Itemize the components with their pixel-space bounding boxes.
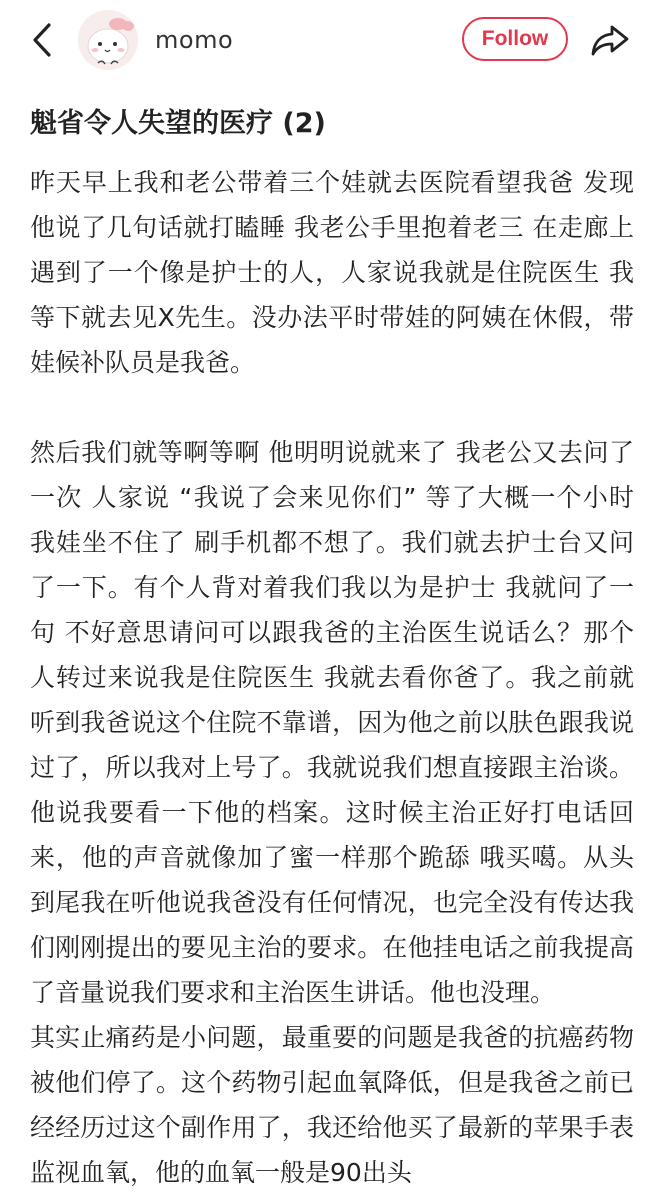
follow-button[interactable]: Follow <box>462 17 568 61</box>
back-button[interactable] <box>22 20 62 60</box>
paragraph-spacer <box>30 385 634 430</box>
post-title: 魁省令人失望的医疗 (2) <box>30 108 326 139</box>
share-arrow-icon <box>590 23 630 57</box>
chevron-left-icon <box>31 22 53 58</box>
post-header <box>0 0 660 80</box>
share-button[interactable] <box>588 18 632 62</box>
cartoon-avatar-icon <box>78 10 138 70</box>
post-paragraph: 昨天早上我和老公带着三个娃就去医院看望我爸 发现他说了几句话就打瞌睡 我老公手里抱着老三 在走廊上遇到了一个像是护士的人，人家说我就是住院医生 我等下就去见X先生。没办法平时带娃的阿姨在休假，带娃候补队员是我爸。 <box>30 168 634 377</box>
avatar[interactable] <box>78 10 138 70</box>
post-paragraph: 其实止痛药是小问题，最重要的问题是我爸的抗癌药物被他们停了。这个药物引起血氧降低，但是我爸之前已经经历过这个副作用了，我还给他买了最新的苹果手表监视血氧，他的血氧一般是90出头 <box>30 1023 634 1187</box>
post-body <box>30 160 634 1195</box>
username[interactable]: momo <box>155 26 234 54</box>
post-paragraph: 然后我们就等啊等啊 他明明说就来了 我老公又去问了一次 人家说 “我说了会来见你们” 等了大概一个小时 我娃坐不住了 刷手机都不想了。我们就去护士台又问了一下。有个人背对着我们我以为是护士 我就问了一句 不好意思请问可以跟我爸的主治医生说话么？那个人转过来说我是住院医生 我就去看你爸了。我之前就听到我爸说这个住院不靠谱，因为他之前以肤色跟我说过了，所以我对上号了。我就说我们想直接跟主治谈。他说我要看一下他的档案。这时候主治正好打电话回来，他的声音就像加了蜜一样那个跪舔 哦买噶。从头到尾我在听他说我爸没有任何情况，也完全没有传达我们刚刚提出的要见主治的要求。在他挂电话之前我提高了音量说我们要求和主治医生讲话。他也没理。 <box>30 438 634 1007</box>
